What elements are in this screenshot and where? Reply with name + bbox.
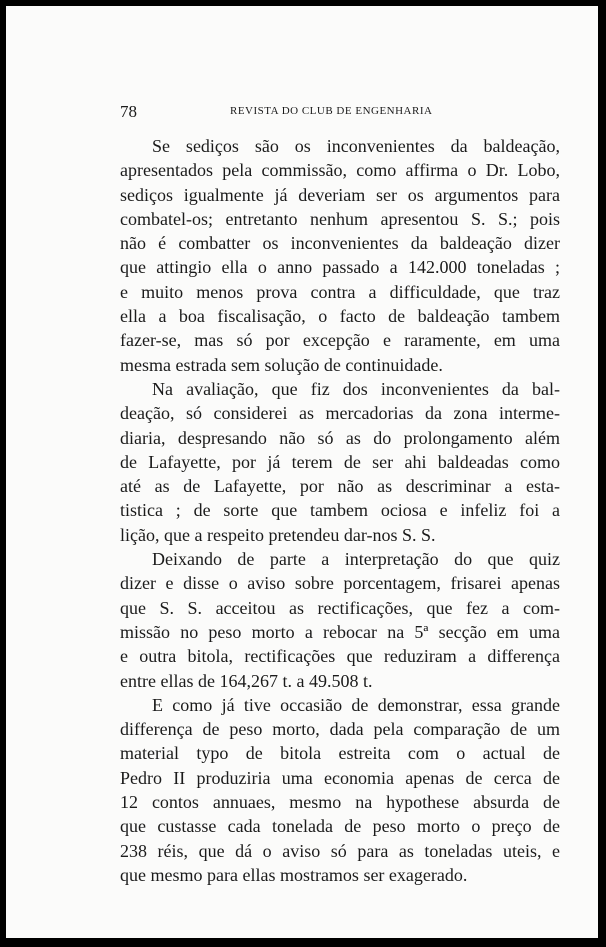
text-line: até as de Lafayette, por não as descriminar a esta- [120, 476, 560, 497]
text-line: Se sediços são os inconvenientes da baldeação, [152, 136, 560, 156]
text-line: dizer e disse o aviso sobre porcentagem, frisarei apenas [120, 573, 560, 594]
page-number: 78 [120, 102, 137, 121]
text-line: 12 contos annuaes, mesmo na hypothese absurda de [120, 792, 560, 813]
text-line: combatel-os; entretanto nenhum apresentou S. S.; pois [120, 208, 560, 229]
text-line: deação, só considerei as mercadorias da zona interme- [120, 403, 560, 424]
text-line: Pedro II produziria uma economia apenas de cerca de [120, 767, 560, 788]
text-line: que attingio ella o anno passado a 142.000 toneladas ; [120, 257, 560, 278]
text-line: diaria, despresando não só as do prolongamento além [120, 427, 560, 448]
paragraph [120, 377, 560, 547]
text-line: que custasse cada tonelada de peso morto o preço de [120, 816, 560, 837]
body-text [120, 134, 560, 887]
paragraph [120, 134, 560, 377]
page-header [120, 102, 560, 122]
text-line: 238 réis, que dá o aviso só para as toneladas uteis, e [120, 840, 560, 861]
text-line: que S. S. acceitou as rectificações, que fez a com- [120, 597, 560, 618]
book-page [6, 6, 598, 938]
text-line: tistica ; de sorte que tambem ociosa e infeliz foi a [120, 500, 560, 521]
text-line: sediços igualmente já deveriam ser os argumentos para [120, 184, 560, 205]
text-line: material typo de bitola estreita com o actual de [120, 743, 560, 764]
text-line: fazer-se, mas só por excepção e raramente, em uma [120, 330, 560, 351]
text-line: que mesmo para ellas mostramos ser exagerado. [120, 864, 468, 885]
text-line: entre ellas de 164,267 t. a 49.508 t. [120, 670, 373, 691]
text-line: e muito menos prova contra a difficuldade, que traz [120, 281, 560, 302]
text-line: Deixando de parte a interpretação do que quiz [152, 549, 560, 570]
text-line: E como já tive occasião de demonstrar, essa grande [152, 694, 560, 715]
text-line: ella a boa fiscalisação, o facto de baldeação tambem [120, 306, 560, 327]
text-line: lição, que a respeito pretendeu dar-nos S. S. [120, 524, 436, 545]
running-title: REVISTA DO CLUB DE ENGENHARIA [230, 105, 433, 117]
text-line: de Lafayette, por já terem de ser ahi baldeadas como [120, 451, 560, 472]
text-line: differença de peso morto, dada pela comparação de um [120, 719, 560, 740]
text-line: não é combatter os inconvenientes da baldeação dizer [120, 233, 560, 254]
text-line: e outra bitola, rectificações que reduziram a differença [120, 646, 560, 667]
text-line: Na avaliação, que fiz dos inconvenientes da bal- [152, 378, 560, 399]
text-line: apresentados pela commissão, como affirma o Dr. Lobo, [120, 160, 560, 181]
paragraph [120, 693, 560, 887]
paragraph [120, 547, 560, 693]
text-line: missão no peso morto a rebocar na 5ª secção em uma [120, 621, 560, 642]
text-line: mesma estrada sem solução de continuidade. [120, 354, 443, 375]
